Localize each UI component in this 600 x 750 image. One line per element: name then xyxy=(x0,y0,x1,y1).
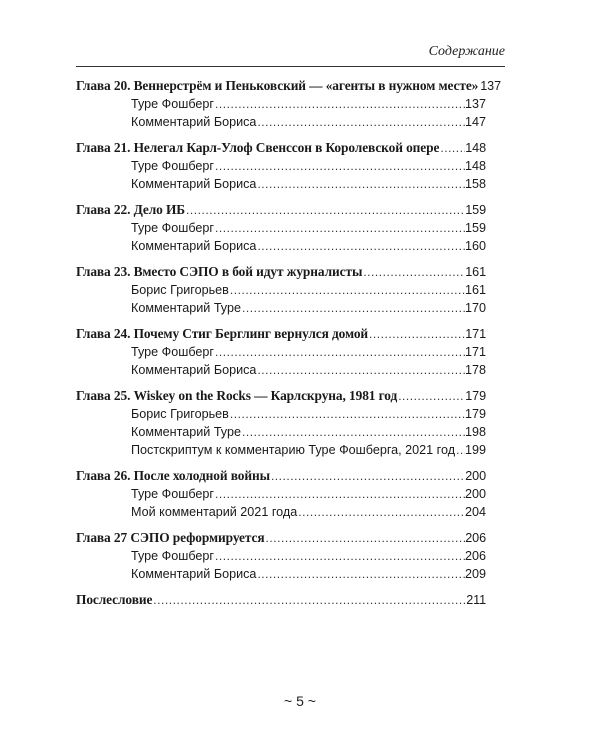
dot-leader xyxy=(264,529,465,547)
toc-subentry xyxy=(76,405,486,423)
dot-leader xyxy=(256,361,465,379)
toc-subentry-title: Комментарий Бориса xyxy=(131,177,257,191)
table-of-contents xyxy=(76,77,501,609)
toc-subentry xyxy=(76,485,486,503)
toc-chapter xyxy=(76,201,486,219)
toc-subentry-title: Борис Григорьев xyxy=(131,283,229,297)
toc-subentry xyxy=(76,441,486,459)
dot-leader xyxy=(214,343,465,361)
dot-leader xyxy=(185,201,465,219)
dot-leader xyxy=(270,467,465,485)
page-number: ~ 5 ~ xyxy=(284,693,316,709)
toc-chapter xyxy=(76,591,486,609)
toc-subentry-page: 179 xyxy=(464,407,486,421)
toc-subentry-page: 171 xyxy=(464,345,486,359)
toc-subentry-title: Туре Фошберг xyxy=(131,487,215,501)
toc-chapter-page: 206 xyxy=(465,531,486,545)
toc-subentry-title: Комментарий Бориса xyxy=(131,363,257,377)
dot-leader xyxy=(214,95,465,113)
toc-subentry-title: Комментарий Туре xyxy=(131,301,241,315)
toc-chapter xyxy=(76,77,501,95)
dot-leader xyxy=(439,139,465,157)
chapter-gap xyxy=(76,379,486,387)
toc-subentry-page: 161 xyxy=(464,283,486,297)
toc-chapter-title: Глава 27 СЭПО реформируется xyxy=(76,530,265,545)
dot-leader xyxy=(214,157,465,175)
toc-chapter-page: 200 xyxy=(465,469,486,483)
chapter-gap xyxy=(76,255,486,263)
dot-leader xyxy=(256,175,465,193)
dot-leader xyxy=(241,299,465,317)
dot-leader xyxy=(397,387,465,405)
dot-leader xyxy=(152,591,466,609)
toc-subentry xyxy=(76,547,486,565)
toc-subentry xyxy=(76,299,486,317)
toc-chapter-page: 161 xyxy=(465,265,486,279)
toc-subentry xyxy=(76,157,486,175)
toc-subentry-title: Комментарий Бориса xyxy=(131,567,257,581)
dot-leader xyxy=(214,485,465,503)
toc-subentry-page: 199 xyxy=(464,443,486,457)
toc-subentry xyxy=(76,175,486,193)
toc-chapter xyxy=(76,529,486,547)
toc-subentry xyxy=(76,423,486,441)
toc-subentry-title: Комментарий Бориса xyxy=(131,239,257,253)
toc-subentry-title: Туре Фошберг xyxy=(131,159,215,173)
dot-leader xyxy=(214,547,465,565)
toc-chapter-title: Глава 21. Нелегал Карл-Улоф Свенссон в Королевской опере xyxy=(76,140,440,155)
dot-leader xyxy=(241,423,465,441)
dot-leader xyxy=(362,263,465,281)
toc-subentry-page: 148 xyxy=(464,159,486,173)
toc-chapter-page: 171 xyxy=(465,327,486,341)
toc-chapter-title: Глава 26. После холодной войны xyxy=(76,468,270,483)
chapter-gap xyxy=(76,583,486,591)
chapter-gap xyxy=(76,193,486,201)
toc-chapter-title: Глава 20. Веннерстрём и Пеньковский — «агенты в нужном месте» xyxy=(76,78,479,93)
toc-subentry-title: Комментарий Бориса xyxy=(131,115,257,129)
dot-leader xyxy=(229,281,465,299)
toc-chapter-title: Глава 25. Wiskey on the Rocks — Карлскруна, 1981 год xyxy=(76,388,398,403)
chapter-gap xyxy=(76,521,486,529)
dot-leader xyxy=(256,237,465,255)
chapter-gap xyxy=(76,131,486,139)
toc-chapter-title: Послесловие xyxy=(76,592,153,607)
toc-subentry-page: 209 xyxy=(464,567,486,581)
dot-leader xyxy=(297,503,465,521)
header-rule xyxy=(76,66,505,67)
chapter-gap xyxy=(76,459,486,467)
toc-chapter-title: Глава 22. Дело ИБ xyxy=(76,202,186,217)
toc-subentry-page: 160 xyxy=(464,239,486,253)
toc-subentry xyxy=(76,565,486,583)
toc-subentry xyxy=(76,113,486,131)
running-header: Содержание xyxy=(428,44,505,59)
toc-subentry-title: Туре Фошберг xyxy=(131,97,215,111)
toc-subentry-page: 200 xyxy=(464,487,486,501)
toc-chapter-page: 211 xyxy=(466,593,486,607)
toc-subentry xyxy=(76,219,486,237)
toc-chapter-page: 179 xyxy=(465,389,486,403)
toc-subentry xyxy=(76,503,486,521)
toc-chapter xyxy=(76,325,486,343)
dot-leader xyxy=(368,325,465,343)
toc-subentry-page: 137 xyxy=(464,97,486,111)
toc-chapter xyxy=(76,467,486,485)
toc-subentry-title: Мой комментарий 2021 года xyxy=(131,505,298,519)
toc-chapter xyxy=(76,139,486,157)
chapter-gap xyxy=(76,317,486,325)
toc-subentry xyxy=(76,95,486,113)
toc-subentry-page: 158 xyxy=(464,177,486,191)
dot-leader xyxy=(455,441,465,459)
toc-subentry xyxy=(76,281,486,299)
toc-chapter-title: Глава 23. Вместо СЭПО в бой идут журналисты xyxy=(76,264,363,279)
toc-subentry-page: 178 xyxy=(464,363,486,377)
dot-leader xyxy=(256,113,465,131)
toc-subentry-page: 198 xyxy=(464,425,486,439)
toc-chapter-page: 148 xyxy=(465,141,486,155)
toc-subentry-title: Борис Григорьев xyxy=(131,407,229,421)
toc-chapter-page: 159 xyxy=(465,203,486,217)
dot-leader xyxy=(214,219,465,237)
toc-subentry-title: Комментарий Туре xyxy=(131,425,241,439)
toc-chapter-title: Глава 24. Почему Стиг Берглинг вернулся домой xyxy=(76,326,369,341)
dot-leader xyxy=(229,405,465,423)
toc-chapter xyxy=(76,387,486,405)
toc-subentry-page: 147 xyxy=(464,115,486,129)
dot-leader xyxy=(256,565,465,583)
toc-subentry-page: 204 xyxy=(464,505,486,519)
toc-subentry-page: 159 xyxy=(464,221,486,235)
toc-subentry-title: Туре Фошберг xyxy=(131,549,215,563)
toc-chapter xyxy=(76,263,486,281)
toc-subentry xyxy=(76,343,486,361)
toc-subentry-page: 170 xyxy=(464,301,486,315)
toc-subentry xyxy=(76,237,486,255)
toc-subentry-title: Туре Фошберг xyxy=(131,221,215,235)
toc-chapter-page: 137 xyxy=(480,79,501,93)
toc-subentry-title: Туре Фошберг xyxy=(131,345,215,359)
toc-subentry xyxy=(76,361,486,379)
toc-subentry-title: Постскриптум к комментарию Туре Фошберга, 2021 год xyxy=(131,443,456,457)
toc-subentry-page: 206 xyxy=(464,549,486,563)
